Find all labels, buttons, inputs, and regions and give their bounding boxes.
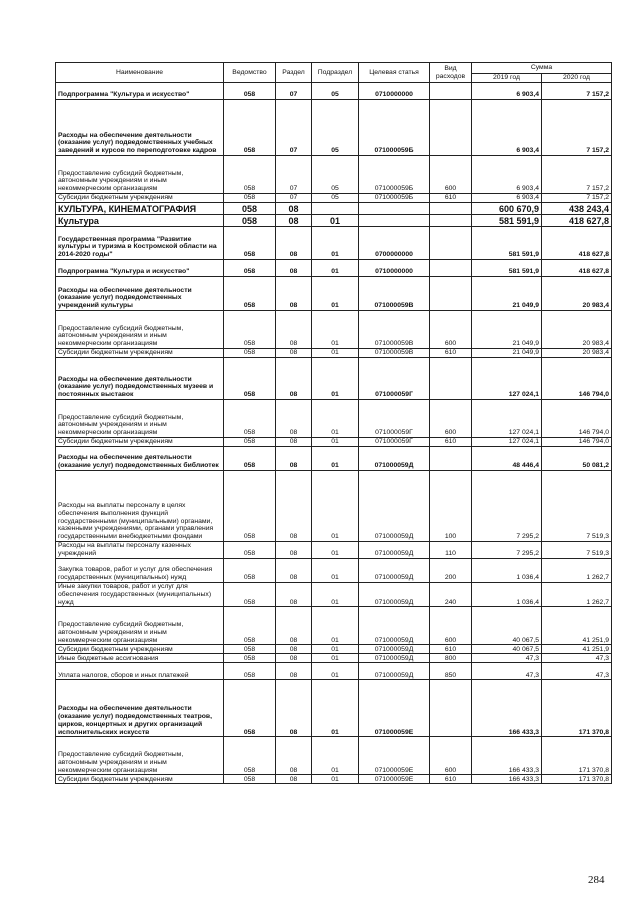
table-row xyxy=(56,358,612,400)
row-podrazdel: 01 xyxy=(312,542,359,559)
row-sum-2019: 6 903,4 xyxy=(472,194,542,203)
table-header xyxy=(56,63,612,83)
table-row xyxy=(56,349,612,358)
table-row xyxy=(56,663,612,680)
row-target-article: 071000059Д xyxy=(359,607,430,645)
row-vedomstvo: 058 xyxy=(224,471,276,542)
row-vedomstvo: 058 xyxy=(224,447,276,471)
row-sum-2020: 418 627,8 xyxy=(542,227,612,260)
row-sum-2020: 171 370,8 xyxy=(542,775,612,784)
row-razdel: 08 xyxy=(276,645,312,654)
row-sum-2019: 166 433,3 xyxy=(472,775,542,784)
row-sum-2019: 1 036,4 xyxy=(472,583,542,607)
row-target-article: 071000059Е xyxy=(359,737,430,775)
row-name: Государственная программа "Развитие культуры и туризма в Костромской области на 2014-2020 годы" xyxy=(56,227,224,260)
row-name: Иные закупки товаров, работ и услуг для обеспечения государственных (муниципальных) нужд xyxy=(56,583,224,607)
row-sum-2020: 50 081,2 xyxy=(542,447,612,471)
row-sum-2019: 127 024,1 xyxy=(472,400,542,438)
row-podrazdel: 01 xyxy=(312,663,359,680)
row-target-article: 0710000000 xyxy=(359,83,430,100)
row-sum-2019: 40 067,5 xyxy=(472,645,542,654)
row-razdel: 08 xyxy=(276,654,312,663)
row-sum-2019: 600 670,9 xyxy=(472,203,542,215)
row-sum-2020: 7 519,3 xyxy=(542,471,612,542)
row-vedomstvo: 058 xyxy=(224,645,276,654)
row-expense-type xyxy=(430,227,472,260)
row-razdel: 08 xyxy=(276,277,312,311)
row-razdel: 08 xyxy=(276,559,312,583)
row-vedomstvo: 058 xyxy=(224,311,276,349)
row-sum-2020: 1 262,7 xyxy=(542,559,612,583)
row-target-article: 071000059Б xyxy=(359,194,430,203)
row-sum-2019: 7 295,2 xyxy=(472,542,542,559)
row-vedomstvo: 058 xyxy=(224,400,276,438)
row-target-article: 071000059Б xyxy=(359,156,430,194)
row-name: Субсидии бюджетным учреждениям xyxy=(56,194,224,203)
row-sum-2020: 418 627,8 xyxy=(542,215,612,227)
row-razdel: 08 xyxy=(276,607,312,645)
row-podrazdel: 05 xyxy=(312,194,359,203)
row-sum-2019: 6 903,4 xyxy=(472,156,542,194)
row-sum-2019: 21 049,9 xyxy=(472,311,542,349)
table-row xyxy=(56,447,612,471)
row-expense-type xyxy=(430,260,472,277)
row-sum-2019: 166 433,3 xyxy=(472,680,542,737)
row-podrazdel: 01 xyxy=(312,400,359,438)
row-name: Предоставление субсидий бюджетным, автономным учреждениям и иным некоммерческим организациям xyxy=(56,607,224,645)
row-vedomstvo: 058 xyxy=(224,680,276,737)
row-sum-2020: 438 243,4 xyxy=(542,203,612,215)
row-expense-type: 610 xyxy=(430,349,472,358)
row-razdel: 07 xyxy=(276,156,312,194)
row-expense-type: 800 xyxy=(430,654,472,663)
row-sum-2019: 127 024,1 xyxy=(472,438,542,447)
row-razdel: 08 xyxy=(276,311,312,349)
table-row xyxy=(56,194,612,203)
row-target-article: 071000059Г xyxy=(359,358,430,400)
row-target-article: 071000059Д xyxy=(359,559,430,583)
table-row xyxy=(56,156,612,194)
row-sum-2019: 1 036,4 xyxy=(472,559,542,583)
row-vedomstvo: 058 xyxy=(224,542,276,559)
row-podrazdel: 01 xyxy=(312,311,359,349)
table-row xyxy=(56,471,612,542)
row-sum-2019: 581 591,9 xyxy=(472,260,542,277)
row-razdel: 08 xyxy=(276,358,312,400)
row-name: Подпрограмма "Культура и искусство" xyxy=(56,83,224,100)
header-podrazdel: Подраздел xyxy=(312,63,359,83)
row-razdel: 08 xyxy=(276,583,312,607)
table-row xyxy=(56,542,612,559)
row-target-article: 0710000000 xyxy=(359,260,430,277)
row-podrazdel: 05 xyxy=(312,100,359,156)
row-name: Расходы на обеспечение деятельности (оказание услуг) подведомственных учреждений культуры xyxy=(56,277,224,311)
row-expense-type: 610 xyxy=(430,645,472,654)
row-sum-2020: 41 251,9 xyxy=(542,645,612,654)
row-name: Уплата налогов, сборов и иных платежей xyxy=(56,663,224,680)
table-row xyxy=(56,583,612,607)
row-target-article: 071000059Г xyxy=(359,400,430,438)
row-vedomstvo: 058 xyxy=(224,83,276,100)
row-podrazdel: 01 xyxy=(312,775,359,784)
header-vedomstvo: Ведомство xyxy=(224,63,276,83)
row-vedomstvo: 058 xyxy=(224,737,276,775)
row-razdel: 08 xyxy=(276,260,312,277)
row-expense-type xyxy=(430,100,472,156)
row-vedomstvo: 058 xyxy=(224,663,276,680)
row-podrazdel: 01 xyxy=(312,260,359,277)
table-row xyxy=(56,438,612,447)
table-row xyxy=(56,680,612,737)
header-year-2019: 2019 год xyxy=(472,74,542,83)
row-target-article: 071000059Д xyxy=(359,645,430,654)
row-sum-2020: 47,3 xyxy=(542,654,612,663)
row-razdel: 08 xyxy=(276,438,312,447)
row-name: Закупка товаров, работ и услуг для обеспечения государственных (муниципальных) нужд xyxy=(56,559,224,583)
row-podrazdel: 01 xyxy=(312,559,359,583)
row-sum-2019: 21 049,9 xyxy=(472,349,542,358)
row-vedomstvo: 058 xyxy=(224,775,276,784)
row-target-article: 071000059Г xyxy=(359,438,430,447)
row-name: Расходы на выплаты персоналу казенных учреждений xyxy=(56,542,224,559)
row-expense-type xyxy=(430,277,472,311)
header-name: Наименование xyxy=(56,63,224,83)
row-target-article: 071000059Е xyxy=(359,680,430,737)
row-name: Расходы на обеспечение деятельности (оказание услуг) подведомственных театров, цирков, концертных и других организаций исполнительских искусств xyxy=(56,680,224,737)
row-vedomstvo: 058 xyxy=(224,203,276,215)
row-podrazdel: 01 xyxy=(312,680,359,737)
row-expense-type: 600 xyxy=(430,737,472,775)
row-sum-2020: 20 983,4 xyxy=(542,311,612,349)
header-year-2020: 2020 год xyxy=(542,74,612,83)
table-row xyxy=(56,559,612,583)
row-expense-type: 610 xyxy=(430,194,472,203)
table-row xyxy=(56,215,612,227)
row-target-article xyxy=(359,215,430,227)
row-vedomstvo: 058 xyxy=(224,227,276,260)
row-sum-2020: 146 794,0 xyxy=(542,438,612,447)
row-razdel: 08 xyxy=(276,400,312,438)
row-razdel: 08 xyxy=(276,447,312,471)
row-razdel: 07 xyxy=(276,194,312,203)
row-target-article: 071000059В xyxy=(359,349,430,358)
row-sum-2020: 41 251,9 xyxy=(542,607,612,645)
table-row xyxy=(56,737,612,775)
table-row xyxy=(56,400,612,438)
row-expense-type: 200 xyxy=(430,559,472,583)
header-razdel: Раздел xyxy=(276,63,312,83)
row-sum-2019: 6 903,4 xyxy=(472,83,542,100)
row-podrazdel: 01 xyxy=(312,438,359,447)
row-target-article: 071000059Д xyxy=(359,471,430,542)
row-expense-type: 100 xyxy=(430,471,472,542)
row-vedomstvo: 058 xyxy=(224,277,276,311)
row-target-article: 071000059В xyxy=(359,311,430,349)
table-row xyxy=(56,654,612,663)
row-razdel: 08 xyxy=(276,680,312,737)
row-podrazdel: 05 xyxy=(312,156,359,194)
row-razdel: 08 xyxy=(276,663,312,680)
row-name: Субсидии бюджетным учреждениям xyxy=(56,775,224,784)
row-razdel: 07 xyxy=(276,100,312,156)
row-vedomstvo: 058 xyxy=(224,215,276,227)
row-razdel: 08 xyxy=(276,203,312,215)
row-name: Расходы на обеспечение деятельности (оказание услуг) подведомственных учебных заведений и курсов по переподготовке кадров xyxy=(56,100,224,156)
row-name: Предоставление субсидий бюджетным, автономным учреждениям и иным некоммерческим организациям xyxy=(56,311,224,349)
row-vedomstvo: 058 xyxy=(224,100,276,156)
row-name: Подпрограмма "Культура и искусство" xyxy=(56,260,224,277)
row-expense-type xyxy=(430,447,472,471)
table-row xyxy=(56,260,612,277)
row-podrazdel: 01 xyxy=(312,227,359,260)
row-razdel: 07 xyxy=(276,83,312,100)
table-row xyxy=(56,227,612,260)
row-expense-type: 600 xyxy=(430,156,472,194)
row-name: Иные бюджетные ассигнования xyxy=(56,654,224,663)
table-row xyxy=(56,83,612,100)
row-razdel: 08 xyxy=(276,737,312,775)
row-razdel: 08 xyxy=(276,227,312,260)
row-expense-type xyxy=(430,215,472,227)
row-sum-2020: 7 157,2 xyxy=(542,156,612,194)
row-name: Предоставление субсидий бюджетным, автономным учреждениям и иным некоммерческим организациям xyxy=(56,156,224,194)
row-sum-2020: 146 794,0 xyxy=(542,358,612,400)
row-sum-2019: 48 446,4 xyxy=(472,447,542,471)
row-name: Расходы на обеспечение деятельности (оказание услуг) подведомственных музеев и постоянных выставок xyxy=(56,358,224,400)
row-expense-type xyxy=(430,203,472,215)
row-vedomstvo: 058 xyxy=(224,156,276,194)
row-expense-type: 240 xyxy=(430,583,472,607)
row-razdel: 08 xyxy=(276,542,312,559)
row-sum-2019: 21 049,9 xyxy=(472,277,542,311)
row-sum-2020: 418 627,8 xyxy=(542,260,612,277)
row-name: Предоставление субсидий бюджетным, автономным учреждениям и иным некоммерческим организациям xyxy=(56,400,224,438)
row-vedomstvo: 058 xyxy=(224,559,276,583)
row-sum-2019: 6 903,4 xyxy=(472,100,542,156)
row-expense-type: 110 xyxy=(430,542,472,559)
row-razdel: 08 xyxy=(276,349,312,358)
table-body xyxy=(56,83,612,784)
row-vedomstvo: 058 xyxy=(224,607,276,645)
row-podrazdel: 01 xyxy=(312,471,359,542)
row-razdel: 08 xyxy=(276,775,312,784)
table-row xyxy=(56,311,612,349)
row-target-article: 071000059Д xyxy=(359,654,430,663)
header-expense-type: Вид расходов xyxy=(430,63,472,83)
row-sum-2020: 7 519,3 xyxy=(542,542,612,559)
row-expense-type xyxy=(430,83,472,100)
row-target-article: 071000059Б xyxy=(359,100,430,156)
row-podrazdel: 01 xyxy=(312,215,359,227)
row-sum-2019: 40 067,5 xyxy=(472,607,542,645)
row-name: Субсидии бюджетным учреждениям xyxy=(56,645,224,654)
page-number: 284 xyxy=(588,874,605,886)
row-podrazdel: 01 xyxy=(312,654,359,663)
row-expense-type xyxy=(430,358,472,400)
row-sum-2020: 146 794,0 xyxy=(542,400,612,438)
row-sum-2020: 20 983,4 xyxy=(542,277,612,311)
row-expense-type: 610 xyxy=(430,775,472,784)
row-sum-2019: 581 591,9 xyxy=(472,227,542,260)
row-podrazdel: 01 xyxy=(312,645,359,654)
header-target-article: Целевая статья xyxy=(359,63,430,83)
row-expense-type: 600 xyxy=(430,400,472,438)
row-vedomstvo: 058 xyxy=(224,438,276,447)
row-podrazdel: 05 xyxy=(312,83,359,100)
header-sum: Сумма xyxy=(472,63,612,74)
row-name: Предоставление субсидий бюджетным, автономным учреждениям и иным некоммерческим организациям xyxy=(56,737,224,775)
row-name: Культура xyxy=(56,215,224,227)
row-expense-type: 600 xyxy=(430,607,472,645)
row-target-article: 071000059Д xyxy=(359,583,430,607)
row-podrazdel: 01 xyxy=(312,349,359,358)
row-name: КУЛЬТУРА, КИНЕМАТОГРАФИЯ xyxy=(56,203,224,215)
row-target-article: 071000059В xyxy=(359,277,430,311)
row-razdel: 08 xyxy=(276,471,312,542)
row-vedomstvo: 058 xyxy=(224,654,276,663)
table-row xyxy=(56,775,612,784)
budget-table xyxy=(55,62,612,784)
row-sum-2020: 7 157,2 xyxy=(542,83,612,100)
row-target-article: 071000059Д xyxy=(359,663,430,680)
table-row xyxy=(56,100,612,156)
row-expense-type: 610 xyxy=(430,438,472,447)
row-expense-type: 850 xyxy=(430,663,472,680)
row-sum-2020: 171 370,8 xyxy=(542,680,612,737)
row-podrazdel: 01 xyxy=(312,358,359,400)
row-vedomstvo: 058 xyxy=(224,260,276,277)
row-vedomstvo: 058 xyxy=(224,194,276,203)
row-target-article: 0700000000 xyxy=(359,227,430,260)
table-row xyxy=(56,277,612,311)
row-podrazdel: 01 xyxy=(312,607,359,645)
row-sum-2019: 47,3 xyxy=(472,654,542,663)
row-sum-2019: 581 591,9 xyxy=(472,215,542,227)
row-sum-2020: 47,3 xyxy=(542,663,612,680)
row-target-article xyxy=(359,203,430,215)
row-podrazdel xyxy=(312,203,359,215)
row-sum-2019: 127 024,1 xyxy=(472,358,542,400)
row-expense-type xyxy=(430,680,472,737)
row-sum-2020: 1 262,7 xyxy=(542,583,612,607)
table-row xyxy=(56,607,612,645)
row-sum-2020: 171 370,8 xyxy=(542,737,612,775)
row-podrazdel: 01 xyxy=(312,583,359,607)
row-vedomstvo: 058 xyxy=(224,349,276,358)
row-vedomstvo: 058 xyxy=(224,358,276,400)
row-name: Субсидии бюджетным учреждениям xyxy=(56,438,224,447)
row-expense-type: 600 xyxy=(430,311,472,349)
row-podrazdel: 01 xyxy=(312,447,359,471)
row-podrazdel: 01 xyxy=(312,737,359,775)
row-podrazdel: 01 xyxy=(312,277,359,311)
row-target-article: 071000059Д xyxy=(359,542,430,559)
table-row xyxy=(56,203,612,215)
row-sum-2019: 47,3 xyxy=(472,663,542,680)
row-sum-2020: 7 157,2 xyxy=(542,100,612,156)
row-sum-2020: 20 983,4 xyxy=(542,349,612,358)
row-target-article: 071000059Д xyxy=(359,447,430,471)
row-sum-2019: 166 433,3 xyxy=(472,737,542,775)
row-sum-2019: 7 295,2 xyxy=(472,471,542,542)
row-target-article: 071000059Е xyxy=(359,775,430,784)
row-sum-2020: 7 157,2 xyxy=(542,194,612,203)
row-vedomstvo: 058 xyxy=(224,583,276,607)
row-razdel: 08 xyxy=(276,215,312,227)
table-row xyxy=(56,645,612,654)
row-name: Расходы на выплаты персоналу в целях обеспечения выполнения функций государственными (муниципальными) органами, казенными учреждениями, органами управления государственными внебюджетными фондами xyxy=(56,471,224,542)
row-name: Субсидии бюджетным учреждениям xyxy=(56,349,224,358)
row-name: Расходы на обеспечение деятельности (оказание услуг) подведомственных библиотек xyxy=(56,447,224,471)
